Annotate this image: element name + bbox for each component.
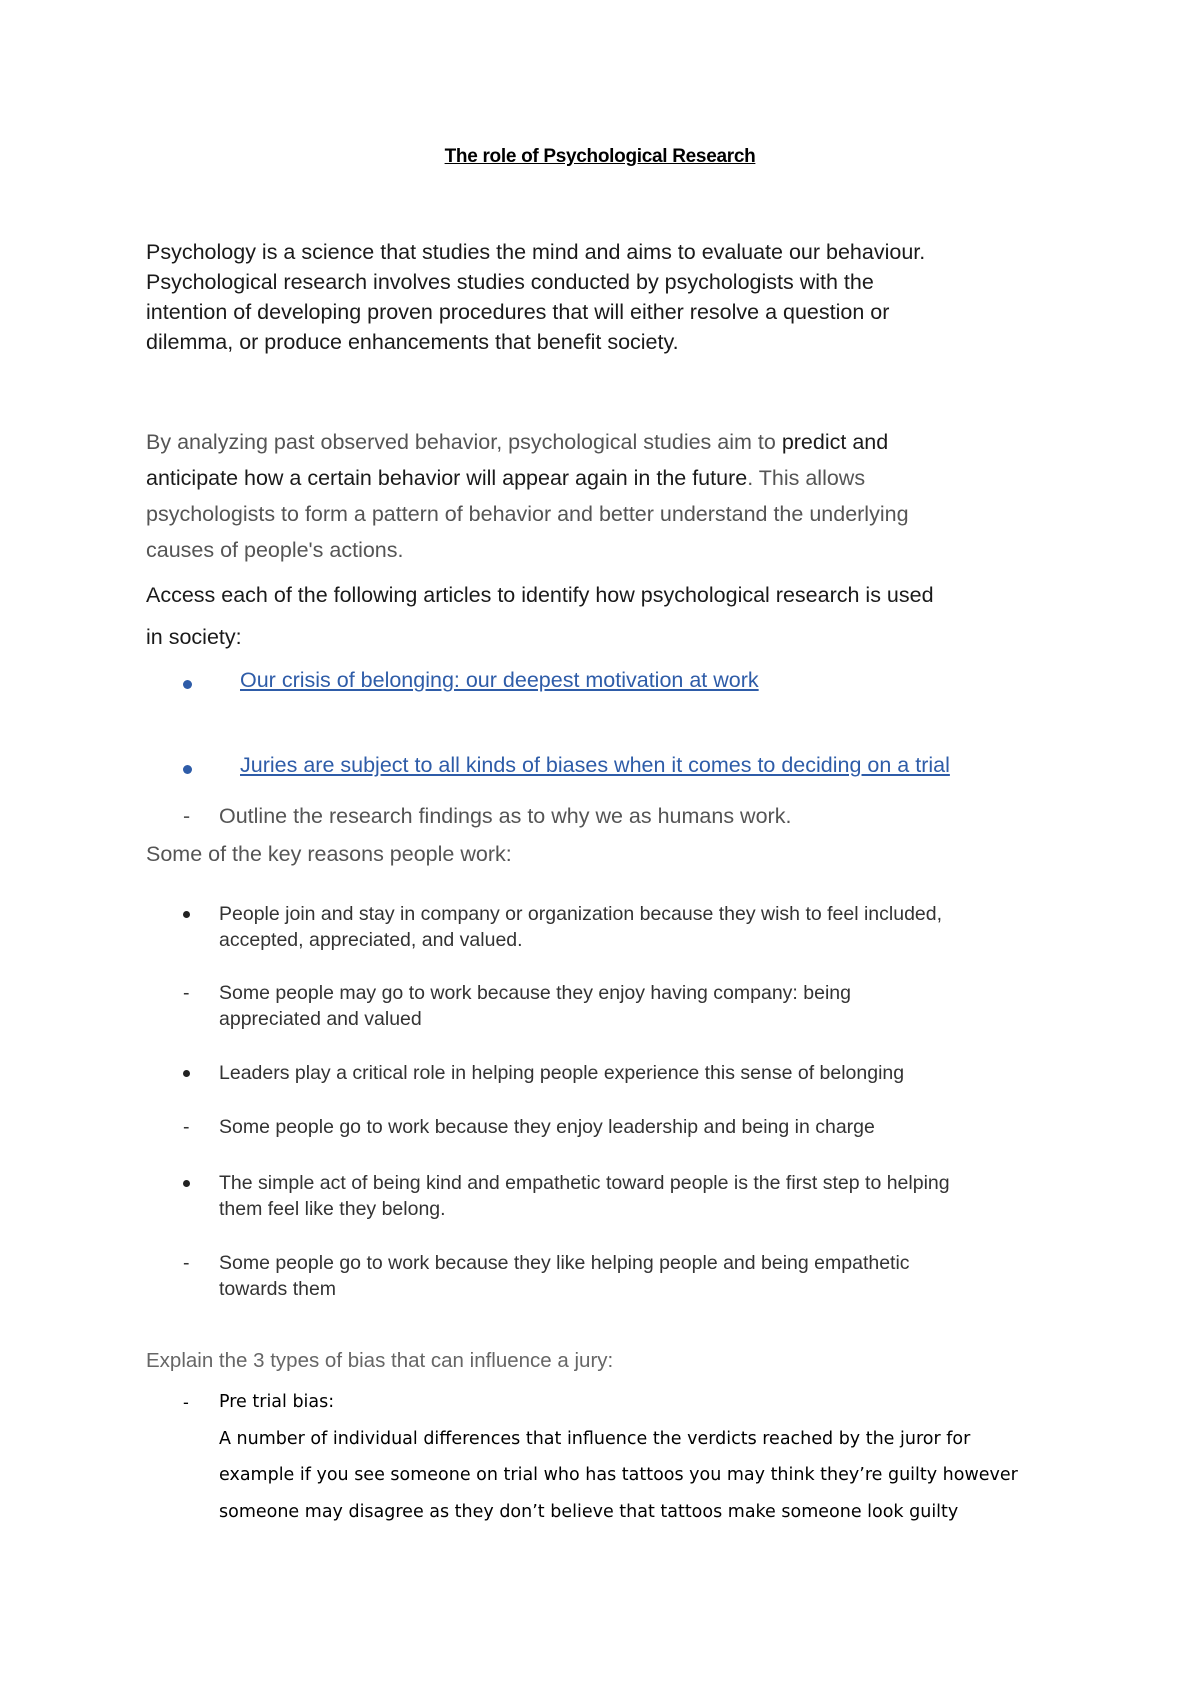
article-link-juries[interactable]: Juries are subject to all kinds of biases when it comes to deciding on a trial xyxy=(240,753,950,777)
list-item-line: towards them xyxy=(219,1278,337,1300)
list-item-line: them feel like they belong. xyxy=(219,1198,446,1220)
list-item-line: People join and stay in company or organization because they wish to feel included, xyxy=(219,903,943,925)
bias-line: someone may disagree as they don’t believe that tattoos make someone look guilty xyxy=(219,1501,959,1522)
outline-text: Outline the research findings as to why we as humans work. xyxy=(219,804,792,828)
dash-marker: - xyxy=(183,1252,190,1274)
bullet-icon xyxy=(183,1180,190,1187)
list-item-line: accepted, appreciated, and valued. xyxy=(219,929,523,951)
list-item-line: Some people go to work because they enjoy leadership and being in charge xyxy=(219,1116,875,1138)
analysis-highlight: predict and xyxy=(781,430,889,454)
list-item-line: Some people may go to work because they enjoy having company: being xyxy=(219,982,851,1004)
bullet-icon xyxy=(183,911,190,918)
key-reasons-heading: Some of the key reasons people work: xyxy=(146,842,512,866)
analysis-highlight: anticipate how a certain behavior will appear again in the future xyxy=(146,466,748,490)
dash-marker: - xyxy=(183,804,191,828)
article-link-belonging[interactable]: Our crisis of belonging: our deepest motivation at work xyxy=(240,668,759,692)
analysis-line: causes of people's actions. xyxy=(146,538,404,562)
dash-marker: - xyxy=(183,982,190,1004)
explain-heading: Explain the 3 types of bias that can influence a jury: xyxy=(146,1349,614,1372)
analysis-line xyxy=(146,424,1066,460)
intro-line: intention of developing proven procedures that will either resolve a question or xyxy=(146,300,890,324)
dash-marker: - xyxy=(183,1116,190,1138)
list-item-line: The simple act of being kind and empathetic toward people is the first step to helping xyxy=(219,1172,950,1194)
intro-line: Psychology is a science that studies the mind and aims to evaluate our behaviour. xyxy=(146,240,926,264)
bias-line: example if you see someone on trial who has tattoos you may think they’re guilty however xyxy=(219,1465,1018,1485)
analysis-paragraph xyxy=(146,424,1066,568)
intro-line: dilemma, or produce enhancements that benefit society. xyxy=(146,330,679,354)
bullet-icon xyxy=(183,1070,190,1077)
bias-heading: Pre trial bias: xyxy=(219,1392,335,1412)
access-paragraph xyxy=(146,574,934,658)
intro-line: Psychological research involves studies conducted by psychologists with the xyxy=(146,270,874,294)
access-line: in society: xyxy=(146,625,242,649)
bullet-icon xyxy=(183,765,192,774)
analysis-text: By analyzing past observed behavior, psychological studies aim to xyxy=(146,430,782,454)
dash-marker: - xyxy=(183,1392,189,1412)
intro-paragraph xyxy=(146,237,1066,357)
list-item-line: Leaders play a critical role in helping people experience this sense of belonging xyxy=(219,1062,905,1084)
list-item-line: Some people go to work because they like helping people and being empathetic xyxy=(219,1252,910,1274)
bullet-icon xyxy=(183,680,192,689)
access-line: Access each of the following articles to identify how psychological research is used xyxy=(146,583,934,607)
analysis-line xyxy=(146,460,1066,496)
page-title: The role of Psychological Research xyxy=(444,146,756,167)
analysis-text: . This allows xyxy=(747,466,866,490)
analysis-line: psychologists to form a pattern of behavior and better understand the underlying xyxy=(146,502,909,526)
list-item-line: appreciated and valued xyxy=(219,1008,422,1030)
bias-line: A number of individual differences that influence the verdicts reached by the juror for xyxy=(219,1428,971,1449)
